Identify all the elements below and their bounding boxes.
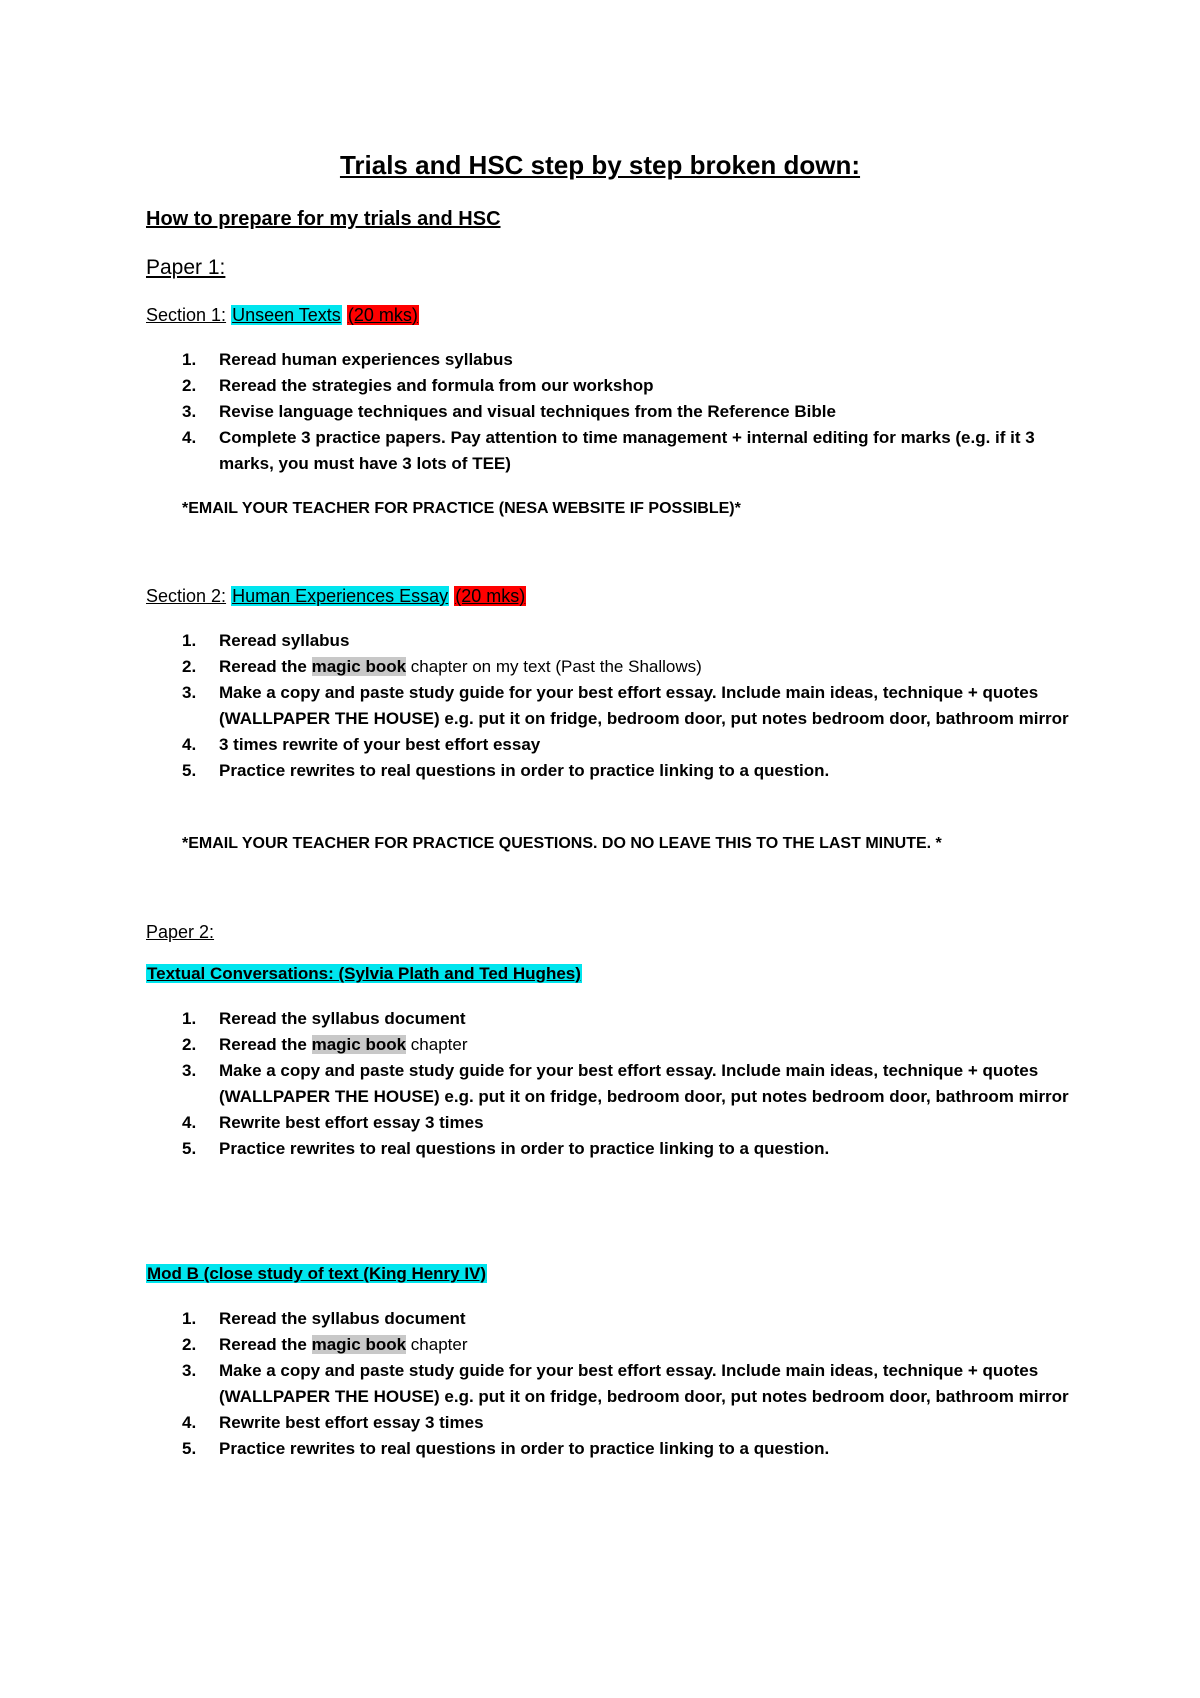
magic-book-highlight: magic book [311, 657, 407, 676]
step-number: 5. [182, 1139, 197, 1158]
section-2-marks: (20 mks) [455, 586, 526, 606]
textual-conversations-step-4 [146, 1110, 1076, 1136]
step-text: Reread syllabus [219, 631, 350, 650]
textual-conversations-steps [146, 1006, 1076, 1162]
section-2-step-5 [146, 758, 1076, 784]
step-number: 3. [182, 1061, 197, 1080]
step-text: Reread human experiences syllabus [219, 350, 513, 369]
section-1-marks: (20 mks) [347, 305, 418, 325]
mod-b-step-4 [146, 1410, 1076, 1436]
step-text: Rewrite best effort essay 3 times [219, 1413, 484, 1432]
textual-conversations-step-5 [146, 1136, 1076, 1162]
section-1-heading [146, 305, 419, 326]
page-title: Trials and HSC step by step broken down: [339, 150, 861, 180]
step-number: 2. [182, 376, 197, 395]
section-2-step-2 [146, 654, 1076, 680]
step-text: Practice rewrites to real questions in order to practice linking to a question. [219, 761, 830, 780]
step-text: Reread the magic book chapter [219, 1035, 468, 1054]
step-number: 3. [182, 1361, 197, 1380]
section-1-prefix: Section 1: [146, 305, 227, 325]
step-text: Practice rewrites to real questions in order to practice linking to a question. [219, 1139, 830, 1158]
section-2-heading [146, 586, 526, 607]
mod-b-step-3 [146, 1358, 1076, 1410]
step-text: Reread the magic book chapter on my text (Past the Shallows) [219, 657, 702, 676]
textual-conversations-heading [146, 964, 582, 984]
step-number: 5. [182, 1439, 197, 1458]
step-number: 4. [182, 428, 197, 447]
mod-b-step-2 [146, 1332, 1076, 1358]
textual-conversations-step-2 [146, 1032, 1076, 1058]
page-subtitle: How to prepare for my trials and HSC [146, 208, 501, 230]
textual-conversations-step-1 [146, 1006, 1076, 1032]
step-number: 3. [182, 402, 197, 421]
step-text: Rewrite best effort essay 3 times [219, 1113, 484, 1132]
step-text: Revise language techniques and visual techniques from the Reference Bible [219, 402, 836, 421]
mod-b-steps [146, 1306, 1076, 1462]
section-1-name: Unseen Texts [232, 305, 341, 325]
section-2-prefix: Section 2: [146, 586, 227, 606]
step-number: 3. [182, 683, 197, 702]
step-text: Reread the syllabus document [219, 1009, 466, 1028]
step-number: 4. [182, 1413, 197, 1432]
step-number: 4. [182, 735, 197, 754]
step-number: 2. [182, 657, 197, 676]
section-1-note: *EMAIL YOUR TEACHER FOR PRACTICE (NESA WEBSITE IF POSSIBLE)* [182, 500, 741, 517]
section-2-name: Human Experiences Essay [232, 586, 449, 606]
step-text: Make a copy and paste study guide for your best effort essay. Include main ideas, technique + quotes (WALLPAPER THE HOUSE) e.g. put it on fridge, bedroom door, put notes bedroom door, bathroom mirror [219, 683, 1069, 728]
section-2-steps [146, 628, 1076, 784]
step-text: Reread the magic book chapter [219, 1335, 468, 1354]
section-1-step-1 [146, 347, 1076, 373]
section-2-step-3 [146, 680, 1076, 732]
step-number: 1. [182, 350, 197, 369]
step-text: Make a copy and paste study guide for your best effort essay. Include main ideas, technique + quotes (WALLPAPER THE HOUSE) e.g. put it on fridge, bedroom door, put notes bedroom door, bathroom mirror [219, 1061, 1069, 1106]
step-number: 1. [182, 1309, 197, 1328]
mod-b-heading [146, 1264, 487, 1284]
section-2-step-1 [146, 628, 1076, 654]
step-number: 2. [182, 1335, 197, 1354]
section-2-note: *EMAIL YOUR TEACHER FOR PRACTICE QUESTIONS. DO NO LEAVE THIS TO THE LAST MINUTE. * [182, 835, 942, 852]
textual-conversations-title: Textual Conversations: (Sylvia Plath and Ted Hughes) [147, 964, 581, 983]
step-number: 2. [182, 1035, 197, 1054]
textual-conversations-step-3 [146, 1058, 1076, 1110]
step-number: 4. [182, 1113, 197, 1132]
paper-1-heading: Paper 1: [146, 256, 226, 279]
section-1-steps [146, 347, 1076, 477]
step-text: 3 times rewrite of your best effort essay [219, 735, 541, 754]
magic-book-highlight: magic book [311, 1335, 407, 1354]
section-2-step-4 [146, 732, 1076, 758]
mod-b-step-1 [146, 1306, 1076, 1332]
step-text: Complete 3 practice papers. Pay attention to time management + internal editing for marks (e.g. if it 3 marks, you must have 3 lots of TEE) [219, 428, 1035, 473]
step-number: 1. [182, 631, 197, 650]
section-1-step-2 [146, 373, 1076, 399]
paper-2-heading: Paper 2: [146, 922, 215, 942]
step-number: 5. [182, 761, 197, 780]
step-number: 1. [182, 1009, 197, 1028]
step-text: Practice rewrites to real questions in order to practice linking to a question. [219, 1439, 830, 1458]
mod-b-step-5 [146, 1436, 1076, 1462]
section-1-step-3 [146, 399, 1076, 425]
mod-b-title: Mod B (close study of text (King Henry IV) [147, 1264, 487, 1283]
magic-book-highlight: magic book [311, 1035, 407, 1054]
step-text: Reread the strategies and formula from our workshop [219, 376, 654, 395]
step-text: Reread the syllabus document [219, 1309, 466, 1328]
step-text: Make a copy and paste study guide for your best effort essay. Include main ideas, technique + quotes (WALLPAPER THE HOUSE) e.g. put it on fridge, bedroom door, put notes bedroom door, bathroom mirror [219, 1361, 1069, 1406]
section-1-step-4 [146, 425, 1076, 477]
